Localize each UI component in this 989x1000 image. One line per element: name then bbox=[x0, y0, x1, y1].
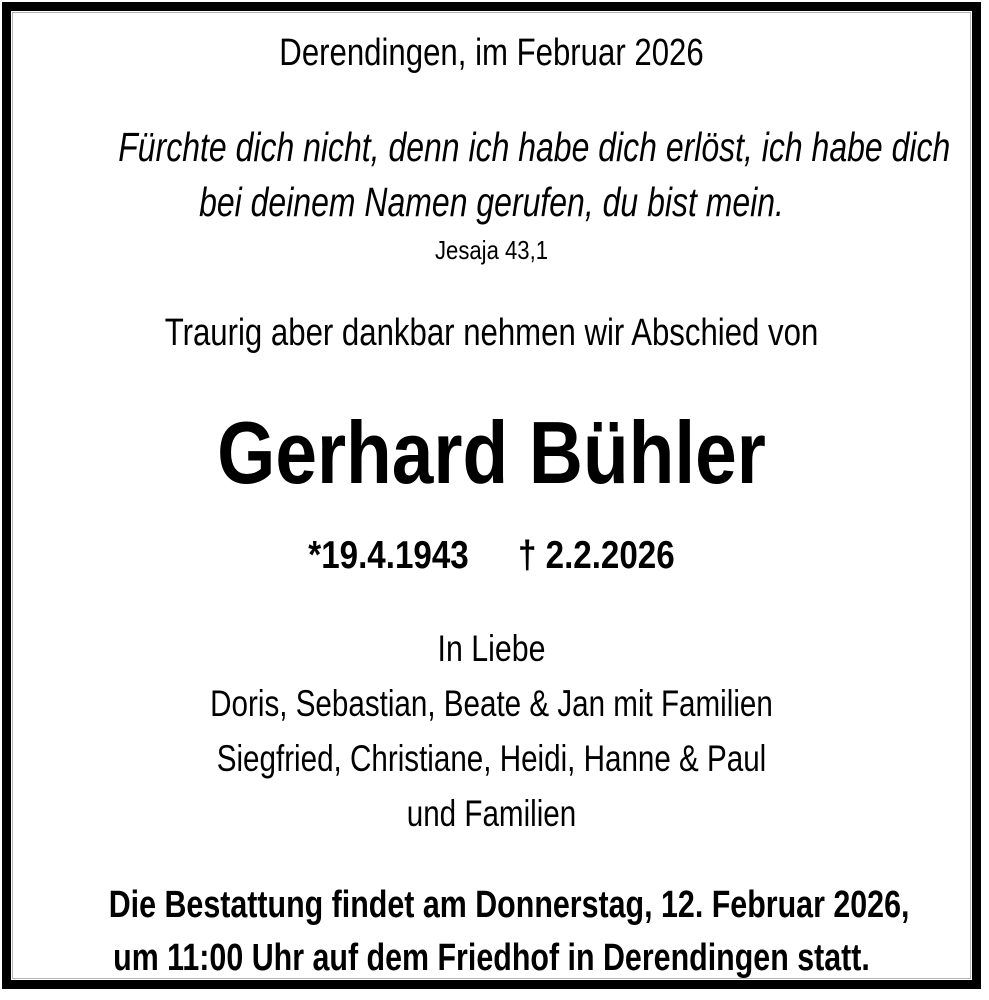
life-dates bbox=[85, 535, 898, 578]
death-date: † 2.2.2026 bbox=[517, 534, 675, 577]
mourners-line-3: und Familien bbox=[406, 793, 577, 834]
dateline: Derendingen, im Februar 2026 bbox=[279, 32, 704, 74]
obituary-notice-inner-border bbox=[12, 12, 971, 979]
funeral-info-line-2: um 11:00 Uhr auf dem Friedhof in Derendingen statt. bbox=[113, 937, 870, 979]
birth-date: *19.4.1943 bbox=[308, 534, 469, 577]
scripture-quote-line-1: Fürchte dich nicht, denn ich habe dich erlöst, ich habe dich bbox=[118, 124, 951, 170]
scripture-quote-source: Jesaja 43,1 bbox=[434, 235, 549, 265]
farewell-intro-text: Traurig aber dankbar nehmen wir Abschied von bbox=[164, 312, 819, 354]
deceased-name: Gerhard Bühler bbox=[217, 403, 766, 502]
mourners-line-2: Siegfried, Christiane, Heidi, Hanne & Paul bbox=[216, 738, 767, 779]
funeral-info-line-1: Die Bestattung findet am Donnerstag, 12. Februar 2026, bbox=[108, 884, 910, 926]
mourners-line-1: Doris, Sebastian, Beate & Jan mit Familien bbox=[210, 683, 773, 724]
farewell-heading: In Liebe bbox=[437, 628, 546, 669]
scripture-quote-line-2: bei deinem Namen gerufen, du bist mein. bbox=[199, 179, 784, 225]
obituary-notice-frame bbox=[2, 2, 981, 989]
